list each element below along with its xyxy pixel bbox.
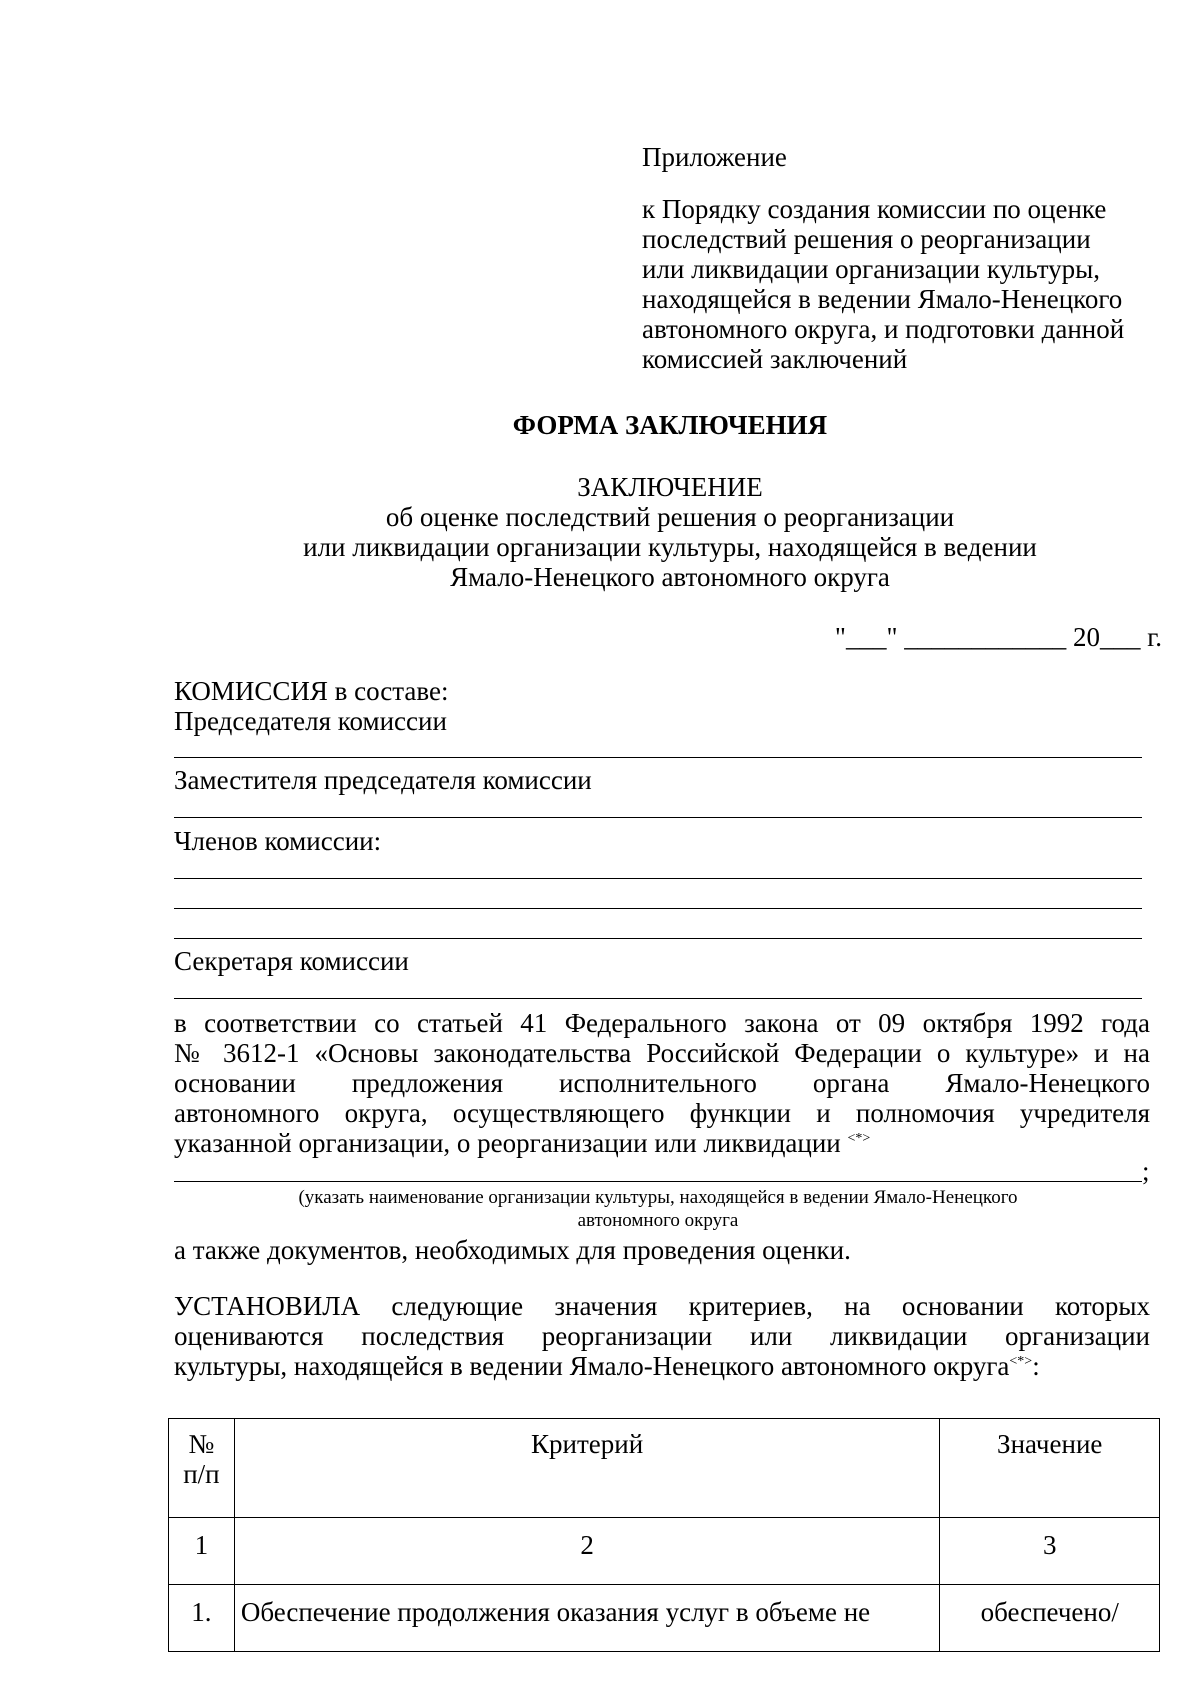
conclusion-line: об оценке последствий решения о реорганизации — [385, 502, 955, 532]
basis-paragraph — [174, 1008, 1150, 1158]
form-title: ФОРМА ЗАКЛЮЧЕНИЯ — [512, 410, 828, 440]
member-fill-line — [174, 908, 1142, 909]
established-last-line — [174, 1351, 1150, 1381]
table-header-row — [169, 1419, 1160, 1518]
header-value: Значение — [940, 1419, 1160, 1518]
basis-line: в соответствии со статьей 41 Федерального закона от 09 октября 1992 года — [174, 1008, 1150, 1038]
organization-hint-line: автономного округа — [577, 1210, 739, 1231]
header-criterion: Критерий — [234, 1419, 940, 1518]
appendix-block — [642, 142, 1162, 374]
table-cell: 3 — [940, 1518, 1160, 1585]
appendix-line: к Порядку создания комиссии по оценке — [642, 194, 1107, 224]
member-fill-line — [174, 938, 1142, 939]
basis-line: автономного округа, осуществляющего функции и полномочия учредителя — [174, 1098, 1150, 1128]
organization-fill-line — [174, 1181, 1142, 1182]
criteria-table — [168, 1418, 1160, 1652]
conclusion-title: ЗАКЛЮЧЕНИЕ — [577, 472, 763, 502]
footnote-mark: <*> — [1009, 1354, 1033, 1369]
footnote-mark: <*> — [847, 1131, 871, 1146]
appendix-line: или ликвидации организации культуры, — [642, 254, 1101, 284]
secretary-fill-line — [174, 998, 1142, 999]
table-index-row — [169, 1518, 1160, 1585]
organization-hint — [174, 1186, 1142, 1232]
documents-line: а также документов, необходимых для проведения оценки. — [174, 1235, 851, 1265]
organization-semicolon: ; — [1142, 1156, 1150, 1186]
table-cell: обеспечено/ — [940, 1585, 1160, 1652]
basis-last-text: указанной организации, о реорганизации или ликвидации — [174, 1128, 841, 1158]
appendix-line: комиссией заключений — [642, 344, 908, 374]
established-line: оцениваются последствия реорганизации или ликвидации организации — [174, 1321, 1150, 1351]
established-colon: : — [1032, 1351, 1040, 1381]
established-paragraph — [174, 1291, 1150, 1381]
chairman-fill-line — [174, 757, 1142, 758]
header-number-line: п/п — [183, 1459, 220, 1489]
basis-line: № 3612-1 «Основы законодательства Российской Федерации о культуре» и на — [174, 1038, 1150, 1068]
conclusion-line: или ликвидации организации культуры, находящейся в ведении — [303, 532, 1037, 562]
secretary-label: Секретаря комиссии — [174, 946, 409, 976]
table-cell: Обеспечение продолжения оказания услуг в объеме не — [234, 1585, 940, 1652]
date-line: "___" ____________ 20___ г. — [834, 622, 1162, 652]
members-label: Членов комиссии: — [174, 826, 382, 856]
table-cell: 2 — [234, 1518, 940, 1585]
appendix-line: находящейся в ведении Ямало-Ненецкого — [642, 284, 1123, 314]
established-line: УСТАНОВИЛА следующие значения критериев, на основании которых — [174, 1291, 1150, 1321]
established-last-text: культуры, находящейся в ведении Ямало-Ненецкого автономного округа — [174, 1351, 1010, 1381]
appendix-line: автономного округа, и подготовки данной — [642, 314, 1125, 344]
appendix-label: Приложение — [642, 142, 787, 172]
table-cell: 1 — [169, 1518, 235, 1585]
header-number — [169, 1419, 235, 1518]
commission-intro: КОМИССИЯ в составе: — [174, 676, 449, 706]
chairman-label: Председателя комиссии — [174, 706, 447, 736]
header-number-line: № — [188, 1429, 215, 1459]
appendix-line: последствий решения о реорганизации — [642, 224, 1091, 254]
member-fill-line — [174, 878, 1142, 879]
table-cell: 1. — [169, 1585, 235, 1652]
table-row — [169, 1585, 1160, 1652]
conclusion-header — [170, 472, 1170, 592]
appendix-text — [642, 194, 1162, 374]
basis-line: основании предложения исполнительного органа Ямало-Ненецкого — [174, 1068, 1150, 1098]
deputy-fill-line — [174, 817, 1142, 818]
organization-hint-line: (указать наименование организации культуры, находящейся в ведении Ямало-Ненецкого — [298, 1187, 1018, 1208]
conclusion-line: Ямало-Ненецкого автономного округа — [450, 562, 890, 592]
basis-last-line — [174, 1128, 1150, 1158]
deputy-label: Заместителя председателя комиссии — [174, 765, 592, 795]
